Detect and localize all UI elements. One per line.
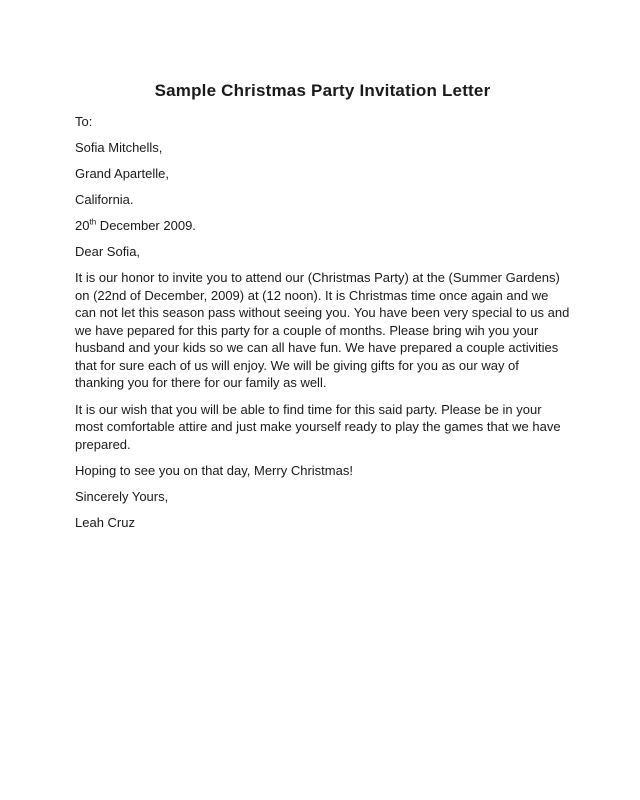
salutation: Dear Sofia,	[75, 244, 141, 259]
letter-title: Sample Christmas Party Invitation Letter	[154, 81, 491, 100]
signoff: Sincerely Yours,	[75, 489, 169, 504]
closing-line: Hoping to see you on that day, Merry Christmas!	[75, 463, 353, 478]
date-remainder: December 2009.	[96, 218, 196, 233]
date-line	[75, 217, 570, 234]
body-paragraph-1: It is our honor to invite you to attend our (Christmas Party) at the (Summer Gardens) on (22nd of December, 2009) at (12 noon). It is Christmas time once again and we can not let this season pass without seeing you. You have been very special to us and we have pepared for this party for a couple of months. Please bring wih you your husband and your kids so we can all have fun. We have prepared a couple activities that for sure each of us will enjoy. We will be giving gifts for you as our way of thanking you for there for our family as well.	[75, 270, 570, 390]
signature: Leah Cruz	[75, 515, 135, 530]
recipient-name: Sofia Mitchells,	[75, 140, 163, 155]
date-ordinal-suffix: th	[89, 217, 97, 227]
recipient-address-line-1: Grand Apartelle,	[75, 166, 169, 181]
date-day: 20	[75, 218, 90, 233]
recipient-address-line-2: California.	[75, 192, 134, 207]
recipient-to-label: To:	[75, 114, 93, 129]
body-paragraph-2: It is our wish that you will be able to find time for this said party. Please be in your most comfortable attire and just make yourself ready to play the games that we have prepared.	[75, 401, 561, 452]
